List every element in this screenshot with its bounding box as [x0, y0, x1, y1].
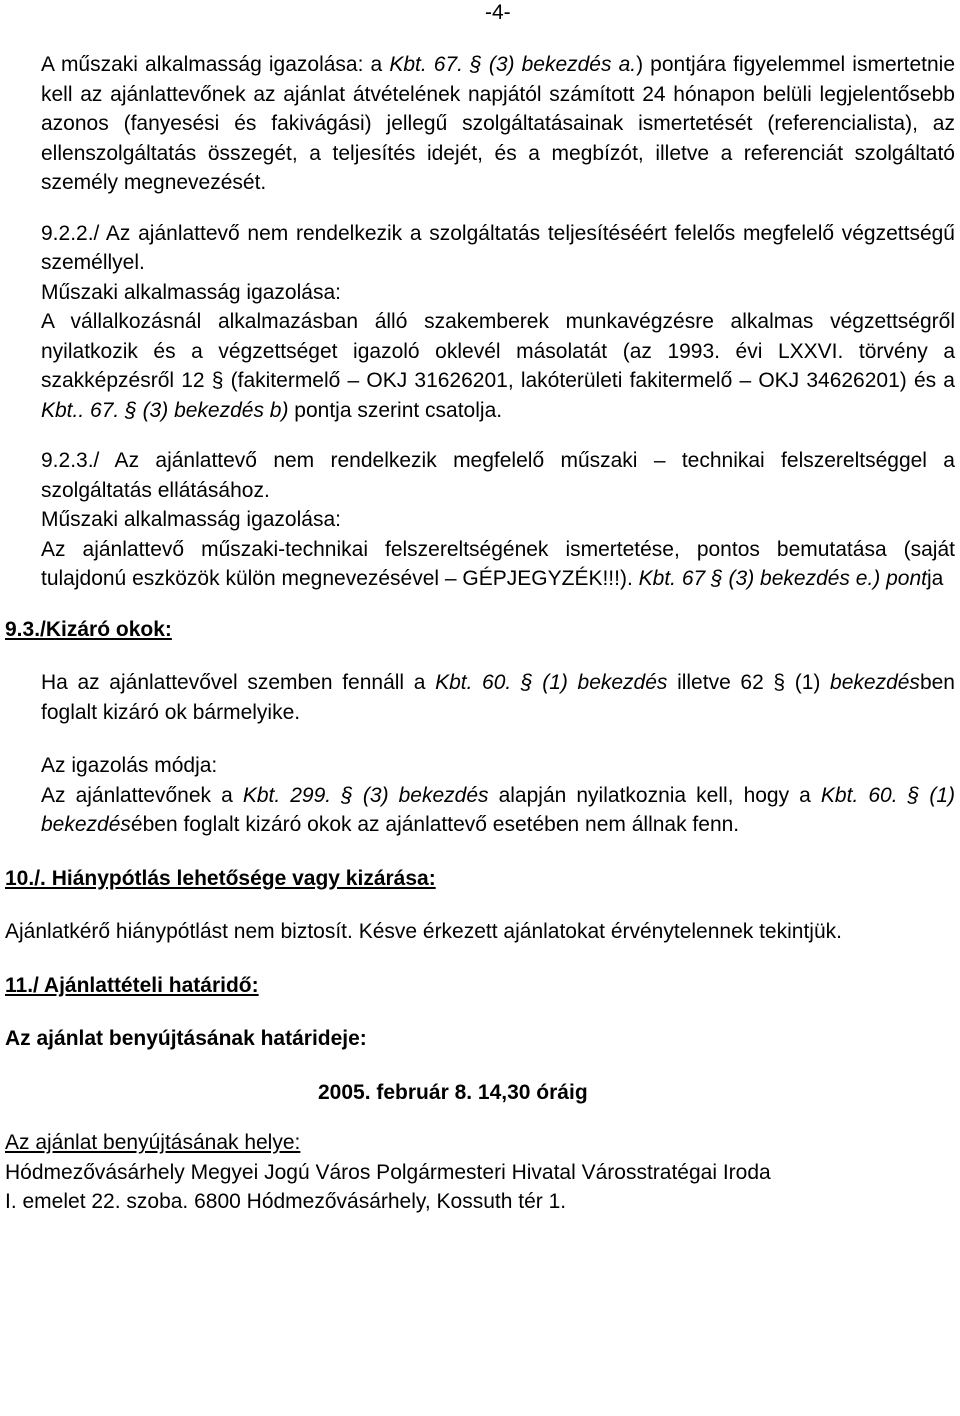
law-reference: bekezdés	[830, 671, 920, 694]
text-span: ben foglalt kizáró ok bármelyike.	[41, 671, 955, 724]
suitability-label: Műszaki alkalmasság igazolása:	[41, 508, 341, 531]
text-span: Ha az ajánlattevővel szemben fennáll a	[41, 671, 436, 694]
document-body	[5, 50, 955, 1217]
text-span: pontja szerint csatolja.	[288, 398, 503, 422]
law-reference: Kbt. 67 § (3) bekezdés e.) pont	[638, 567, 927, 590]
section-11-heading: 11./ Ajánlattételi határidő:	[5, 973, 259, 997]
law-reference: Kbt. 60. § (1) bekezdés	[41, 783, 955, 836]
deadline-value: 2005. február 8. 14,30 óráig	[318, 1080, 588, 1104]
deadline-label: Az ajánlat benyújtásának határideje:	[5, 1027, 367, 1050]
text-span: alapján nyilatkoznia kell, hogy a	[488, 783, 821, 807]
law-reference: Kbt. 60. § (1) bekezdés	[435, 671, 668, 694]
law-reference: Kbt.. 67. § (3) bekezdés b)	[41, 398, 289, 422]
section-9-3-heading: 9.3./Kizáró okok:	[5, 617, 172, 641]
section-9-2-3-heading: 9.2.3./ Az ajánlattevő nem rendelkezik megfelelő műszaki – technikai felszereltséggel a szolgáltatás ellátásához.	[41, 449, 955, 502]
proof-method-label: Az igazolás módja:	[41, 754, 218, 777]
text-span: ) pontjára figyelemmel ismertetnie kell az ajánlattevőnek az ajánlat átvételének napjától számított 24 hónapon belüli legjelentősebb azonos (fanyesési és fakivágási) jellegű szolgáltatásainak ismertetését (referencialista), az ellenszolgáltatás összegét, a teljesítés idejét, és a megbízót, illetve a referenciát szolgáltató személy megnevezését.	[41, 53, 955, 194]
suitability-label: Műszaki alkalmasság igazolása:	[41, 280, 341, 304]
submission-place-line-1: Hódmezővásárhely Megyei Jogú Város Polgármesteri Hivatal Városstratégai Iroda	[5, 1160, 771, 1184]
text-span: ében foglalt kizáró okok az ajánlattevő esetében nem állnak fenn.	[130, 813, 740, 836]
submission-place-label: Az ajánlat benyújtásának helye:	[5, 1131, 301, 1154]
proof-method-text	[41, 781, 955, 840]
law-reference: Kbt. 67. § (3) bekezdés a.	[389, 53, 637, 76]
section-10-text: Ajánlatkérő hiánypótlást nem biztosít. Késve érkezett ajánlatokat érvénytelennek tekintjük.	[5, 920, 842, 943]
text-span: ja	[926, 567, 944, 590]
section-9-2-2-heading: 9.2.2./ Az ajánlattevő nem rendelkezik a szolgáltatás teljesítéséért felelős megfelelő végzettségű személlyel.	[41, 221, 955, 274]
text-span: A műszaki alkalmasság igazolása: a	[41, 53, 390, 76]
exclusion-paragraph	[41, 668, 955, 727]
text-span: Az ajánlattevő műszaki-technikai felszereltségének ismertetése, pontos bemutatása (saját tulajdonú eszközök külön megnevezésével – GÉPJEGYZÉK!!!).	[41, 537, 955, 590]
section-9-2-2-text	[41, 307, 955, 425]
section-10-heading: 10./. Hiánypótlás lehetősége vagy kizárása:	[5, 866, 436, 890]
technical-suitability-paragraph	[41, 50, 955, 198]
submission-place-line-2: I. emelet 22. szoba. 6800 Hódmezővásárhely, Kossuth tér 1.	[5, 1190, 567, 1213]
text-span: A vállalkozásnál alkalmazásban álló szakemberek munkavégzésre alkalmas végzettségről nyilatkozik és a végzettséget igazoló oklevél másolatát (az 1993. évi LXXVI. törvény a szakképzésről 12 § (fakitermelő – OKJ 31626201, lakóterületi fakitermelő – OKJ 34626201) és a	[41, 310, 955, 392]
page-number: -4-	[485, 1, 511, 24]
section-9-2-3-text	[41, 535, 955, 594]
text-span: Az ajánlattevőnek a	[41, 783, 243, 807]
law-reference: Kbt. 299. § (3) bekezdés	[242, 783, 489, 807]
text-span: illetve 62 § (1)	[667, 671, 831, 694]
